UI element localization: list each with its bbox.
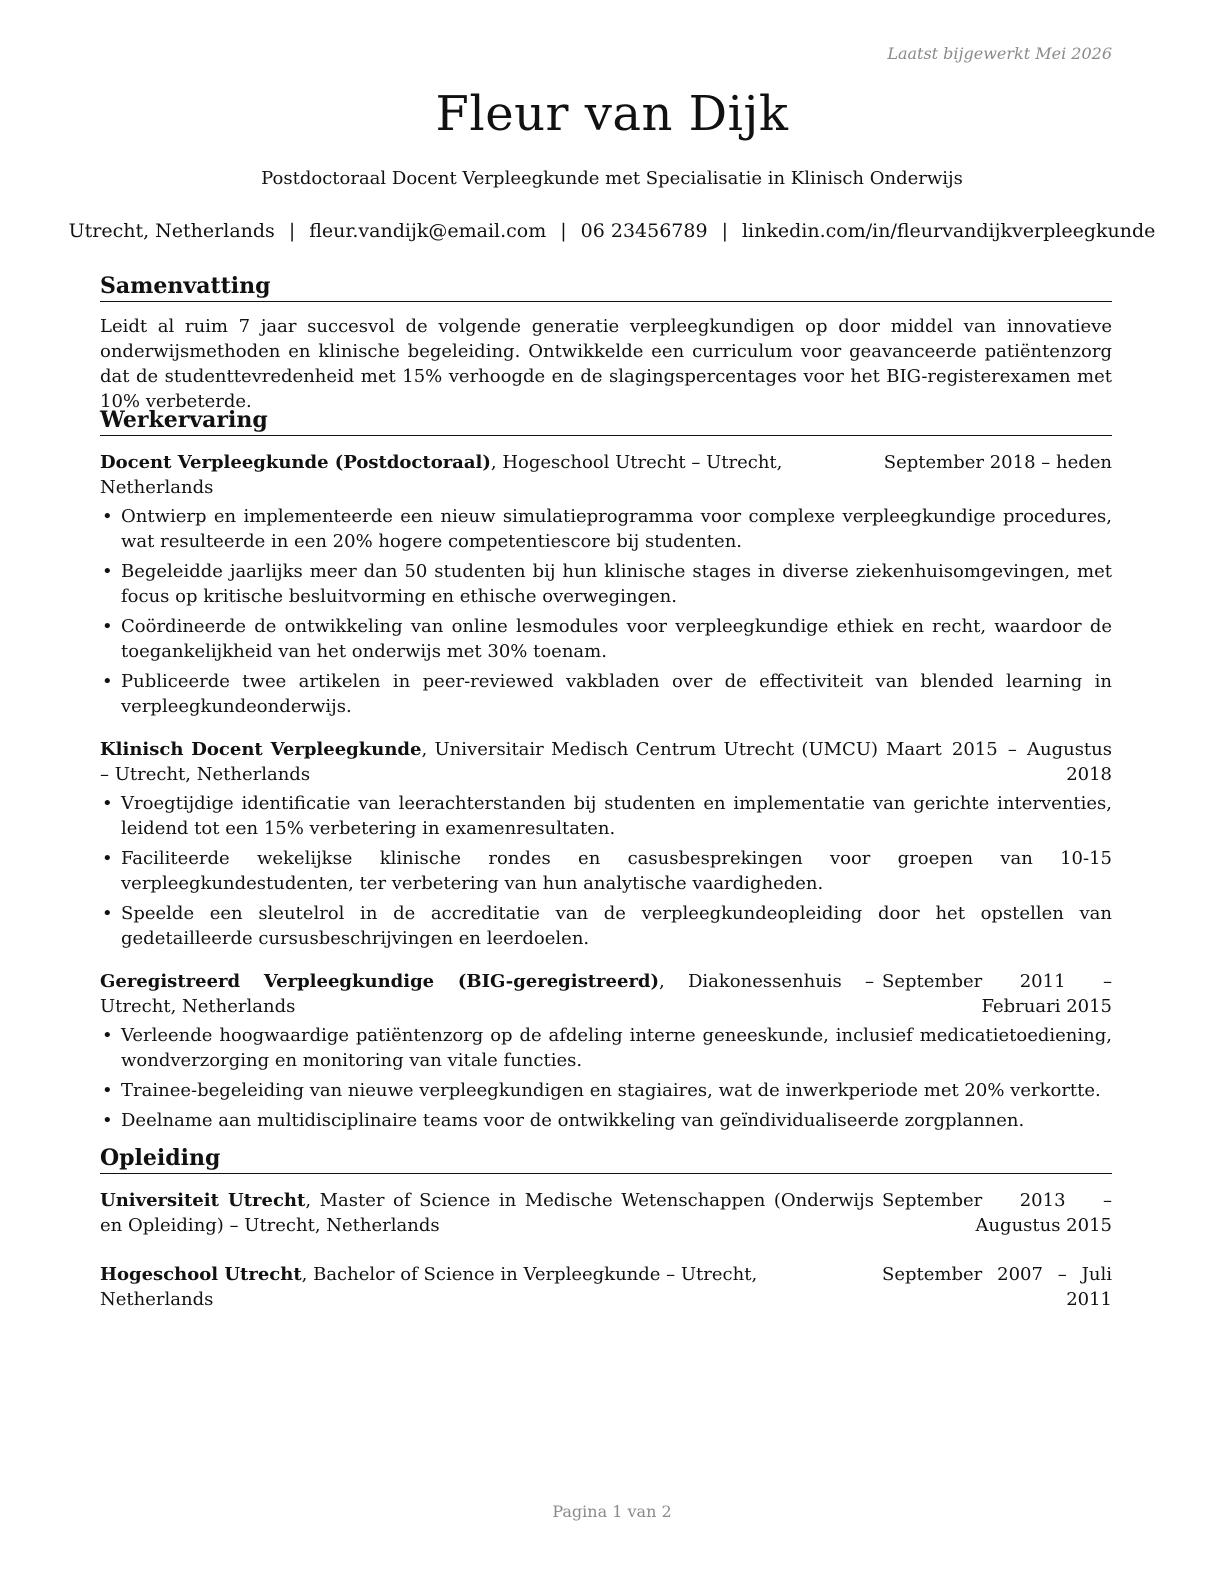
contact-linkedin[interactable]: linkedin.com/in/fleurvandijkverpleegkunde: [741, 220, 1156, 242]
bullet-item: • Publiceerde twee artikelen in peer-reviewed vakbladen over de effectiviteit van blended learning in verpleegkundeonderwijs.: [100, 669, 1112, 719]
education-dates: September 2007 – Juli 2011: [882, 1264, 1112, 1310]
section-title-experience: Werkervaring: [100, 406, 1112, 436]
job-role: Klinisch Docent Verpleegkunde: [100, 739, 422, 760]
education-heading: [100, 1262, 874, 1312]
experience-section: [100, 406, 1112, 1138]
last-updated: Laatst bijgewerkt Mei 2026: [887, 44, 1112, 63]
contact-phone[interactable]: 06 23456789: [580, 220, 708, 242]
bullet-item: • Verleende hoogwaardige patiëntenzorg op de afdeling interne geneeskunde, inclusief medicatietoediening, wondverzorging en monitoring van vitale functies.: [100, 1023, 1112, 1073]
job-heading: [100, 969, 874, 1019]
education-heading: [100, 1188, 874, 1238]
education-school: Hogeschool Utrecht: [100, 1264, 302, 1285]
job-heading: [100, 737, 878, 787]
education-degree: , Master of Science in Medische Wetenschappen (Onderwijs en Opleiding) – Utrecht, Netherlands: [100, 1190, 874, 1236]
contact-separator: |: [560, 220, 567, 242]
job-role: Geregistreerd Verpleegkundige (BIG-geregistreerd): [100, 971, 660, 992]
bullet-item: • Faciliteerde wekelijkse klinische rondes en casusbesprekingen voor groepen van 10-15 verpleegkundestudenten, ter verbetering van hun analytische vaardigheden.: [100, 846, 1112, 896]
job-bullets: [100, 791, 1112, 951]
education-school: Universiteit Utrecht: [100, 1190, 306, 1211]
bullet-item: • Coördineerde de ontwikkeling van online lesmodules voor verpleegkundige ethiek en recht, waardoor de toegankelijkheid van het onderwijs met 30% toenam.: [100, 614, 1112, 664]
job-dates: Maart 2015 – Augustus 2018: [886, 739, 1112, 785]
bullet-item: • Ontwierp en implementeerde een nieuw simulatieprogramma voor complexe verpleegkundige procedures, wat resulteerde in een 20% hogere competentiescore bij studenten.: [100, 504, 1112, 554]
education-entry: [100, 1188, 1112, 1238]
section-title-summary: Samenvatting: [100, 272, 1112, 302]
bullet-item: • Vroegtijdige identificatie van leerachterstanden bij studenten en implementatie van gerichte interventies, leidend tot een 15% verbetering in examenresultaten.: [100, 791, 1112, 841]
job-heading: [100, 450, 876, 500]
education-entry: [100, 1262, 1112, 1312]
job-org: , Universitair Medisch Centrum Utrecht (UMCU) – Utrecht, Netherlands: [100, 739, 879, 785]
job-dates: September 2018 – heden: [883, 452, 1112, 473]
job-entry: [100, 969, 1112, 1133]
bullet-item: • Deelname aan multidisciplinaire teams voor de ontwikkeling van geïndividualiseerde zorgplannen.: [100, 1108, 1112, 1133]
person-name: Fleur van Dijk: [435, 86, 789, 142]
contact-location: Utrecht, Netherlands: [68, 220, 275, 242]
contact-line: [0, 220, 1224, 242]
bullet-item: • Speelde een sleutelrol in de accreditatie van de verpleegkundeopleiding door het opstellen van gedetailleerde cursusbeschrijvingen en leerdoelen.: [100, 901, 1112, 951]
headline: Postdoctoraal Docent Verpleegkunde met Specialisatie in Klinisch Onderwijs: [261, 168, 963, 189]
summary-text: Leidt al ruim 7 jaar succesvol de volgende generatie verpleegkundigen op door middel van innovatieve onderwijsmethoden en klinische begeleiding. Ontwikkelde een curriculum voor geavanceerde patiëntenzorg dat de studenttevredenheid met 15% verhoogde en de slagingspercentages voor het BIG-registerexamen met 10% verbeterde.: [100, 316, 1112, 412]
bullet-item: • Begeleidde jaarlijks meer dan 50 studenten bij hun klinische stages in diverse ziekenhuisomgevingen, met focus op kritische besluitvorming en ethische overwegingen.: [100, 559, 1112, 609]
education-degree: , Bachelor of Science in Verpleegkunde – Utrecht, Netherlands: [100, 1264, 758, 1310]
bullet-item: • Trainee-begeleiding van nieuwe verpleegkundigen en stagiaires, wat de inwerkperiode met 20% verkortte.: [100, 1078, 1112, 1103]
job-role: Docent Verpleegkunde (Postdoctoraal): [100, 452, 491, 473]
education-section: [100, 1144, 1112, 1312]
summary-section: [100, 272, 1112, 414]
job-entry: [100, 737, 1112, 951]
job-entry: [100, 450, 1112, 719]
job-org: , Hogeschool Utrecht – Utrecht, Netherlands: [100, 452, 783, 498]
contact-separator: |: [288, 220, 296, 242]
education-dates: September 2013 – Augustus 2015: [882, 1190, 1112, 1236]
job-dates: September 2011 – Februari 2015: [882, 971, 1112, 1017]
job-bullets: [100, 1023, 1112, 1133]
page-number: Pagina 1 van 2: [552, 1502, 672, 1521]
section-title-education: Opleiding: [100, 1144, 1112, 1174]
job-org: , Diakonessenhuis – Utrecht, Netherlands: [100, 971, 874, 1017]
job-bullets: [100, 504, 1112, 719]
contact-email[interactable]: fleur.vandijk@email.com: [309, 220, 547, 242]
contact-separator: |: [721, 220, 728, 242]
